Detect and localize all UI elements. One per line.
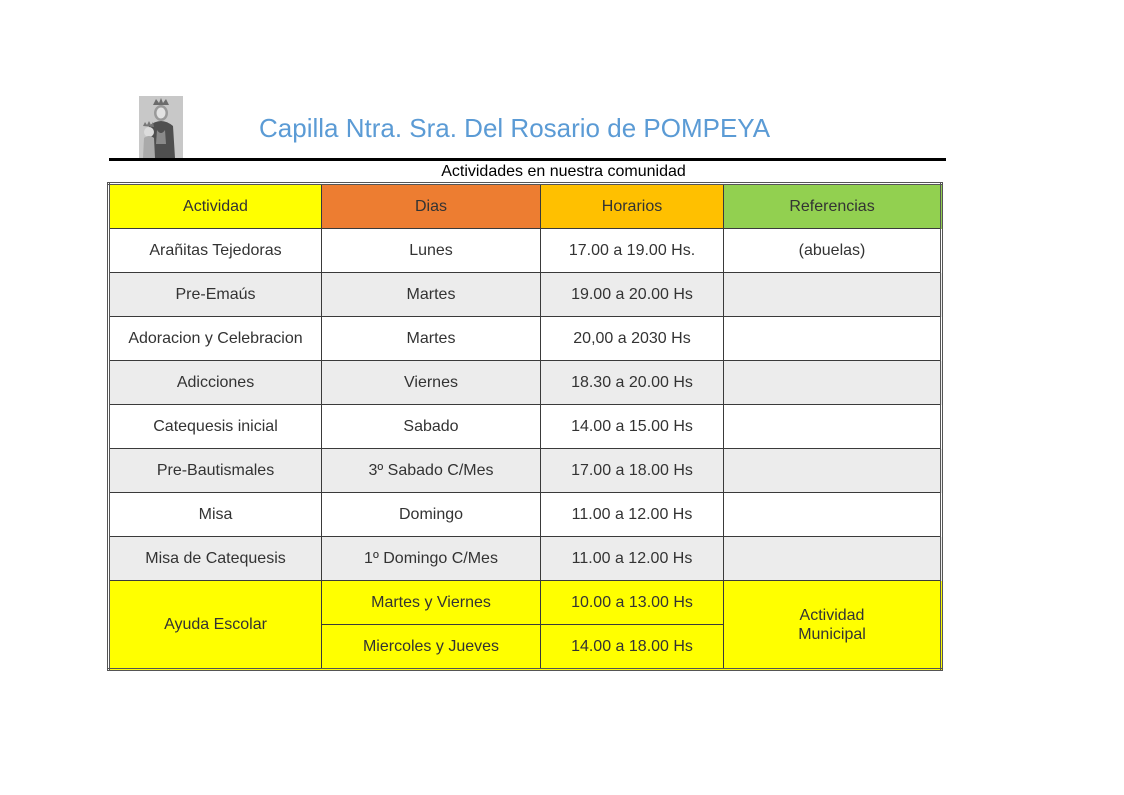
cell-dias: Lunes bbox=[322, 229, 541, 273]
cell-horarios: 19.00 a 20.00 Hs bbox=[541, 273, 724, 317]
cell-dias: 3º Sabado C/Mes bbox=[322, 449, 541, 493]
cell-dias: Sabado bbox=[322, 405, 541, 449]
page-title: Capilla Ntra. Sra. Del Rosario de POMPEYA bbox=[259, 113, 771, 143]
header-dias: Dias bbox=[322, 184, 541, 229]
table-row bbox=[109, 449, 942, 493]
cell-dias: Martes bbox=[322, 273, 541, 317]
cell-actividad: Adoracion y Celebracion bbox=[109, 317, 322, 361]
cell-dias: Martes y Viernes bbox=[322, 581, 541, 625]
cell-horarios: 10.00 a 13.00 Hs bbox=[541, 581, 724, 625]
cell-referencias bbox=[724, 361, 942, 405]
cell-horarios: 14.00 a 15.00 Hs bbox=[541, 405, 724, 449]
table-header-row bbox=[109, 184, 942, 229]
table-row bbox=[109, 229, 942, 273]
ref-line-1: Actividad bbox=[799, 606, 865, 624]
cell-referencias bbox=[724, 405, 942, 449]
table-row bbox=[109, 405, 942, 449]
cell-referencias bbox=[724, 317, 942, 361]
cell-dias: Martes bbox=[322, 317, 541, 361]
cell-dias: Miercoles y Jueves bbox=[322, 625, 541, 670]
table-row bbox=[109, 493, 942, 537]
title-divider bbox=[109, 158, 946, 161]
ref-line-2: Municipal bbox=[798, 625, 866, 643]
cell-actividad: Misa de Catequesis bbox=[109, 537, 322, 581]
header-referencias: Referencias bbox=[724, 184, 942, 229]
table-row bbox=[109, 537, 942, 581]
table-row-ayuda-escolar bbox=[109, 581, 942, 625]
cell-horarios: 18.30 a 20.00 Hs bbox=[541, 361, 724, 405]
cell-referencias bbox=[724, 537, 942, 581]
cell-referencias bbox=[724, 273, 942, 317]
cell-horarios: 11.00 a 12.00 Hs bbox=[541, 537, 724, 581]
cell-referencias: (abuelas) bbox=[724, 229, 942, 273]
activities-table bbox=[107, 182, 943, 671]
cell-horarios: 17.00 a 19.00 Hs. bbox=[541, 229, 724, 273]
cell-actividad: Adicciones bbox=[109, 361, 322, 405]
cell-actividad: Arañitas Tejedoras bbox=[109, 229, 322, 273]
cell-horarios: 14.00 a 18.00 Hs bbox=[541, 625, 724, 670]
virgin-mary-image bbox=[139, 96, 183, 158]
table-row bbox=[109, 317, 942, 361]
cell-referencias bbox=[724, 581, 942, 670]
cell-actividad: Catequesis inicial bbox=[109, 405, 322, 449]
cell-referencias bbox=[724, 449, 942, 493]
cell-dias: Domingo bbox=[322, 493, 541, 537]
cell-dias: 1º Domingo C/Mes bbox=[322, 537, 541, 581]
cell-actividad: Ayuda Escolar bbox=[109, 581, 322, 670]
cell-actividad: Misa bbox=[109, 493, 322, 537]
cell-horarios: 17.00 a 18.00 Hs bbox=[541, 449, 724, 493]
cell-horarios: 20,00 a 2030 Hs bbox=[541, 317, 724, 361]
cell-actividad: Pre-Emaús bbox=[109, 273, 322, 317]
cell-horarios: 11.00 a 12.00 Hs bbox=[541, 493, 724, 537]
header-actividad: Actividad bbox=[109, 184, 322, 229]
header-horarios: Horarios bbox=[541, 184, 724, 229]
cell-dias: Viernes bbox=[322, 361, 541, 405]
page-subtitle: Actividades en nuestra comunidad bbox=[441, 163, 686, 180]
table-row bbox=[109, 273, 942, 317]
cell-referencias bbox=[724, 493, 942, 537]
cell-actividad: Pre-Bautismales bbox=[109, 449, 322, 493]
table-row bbox=[109, 361, 942, 405]
